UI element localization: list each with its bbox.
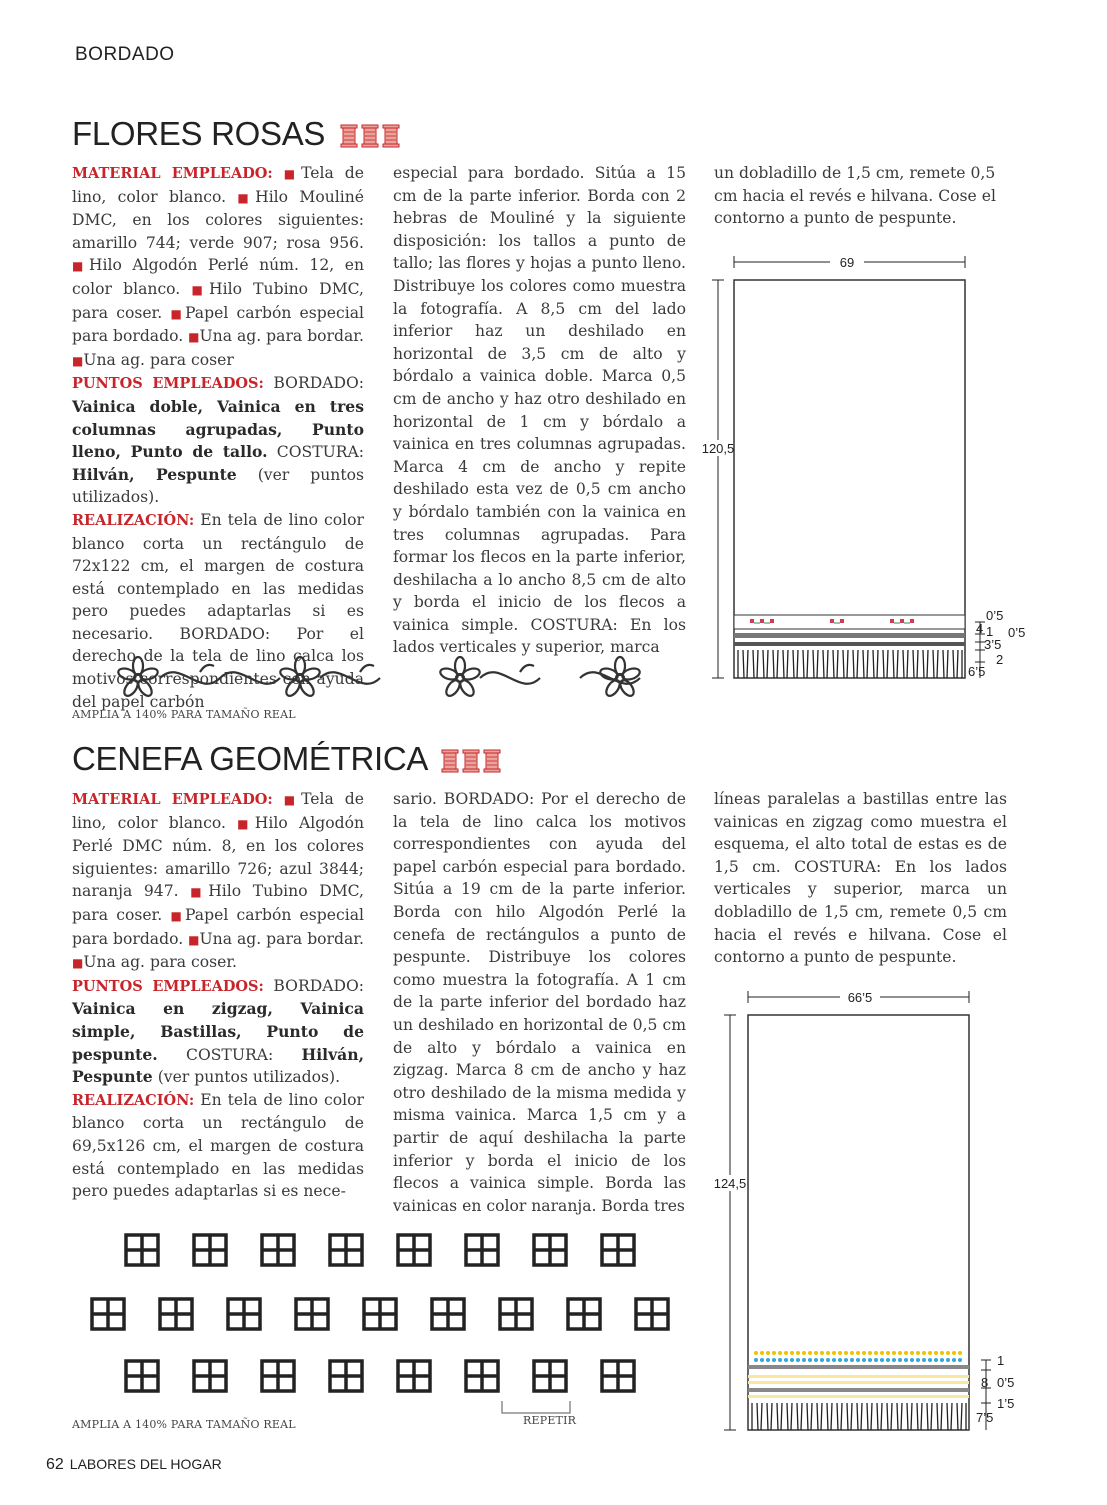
article2-caption: AMPLIA A 140% PARA TAMAÑO REAL bbox=[72, 1418, 296, 1431]
puntos-bordado-label: BORDADO: bbox=[273, 976, 364, 995]
puntos-note: (ver puntos utilizados). bbox=[157, 1068, 341, 1087]
realizacion-label: REALIZACIÓN: bbox=[72, 1091, 195, 1109]
diagram1-dim: 0’5 bbox=[1008, 625, 1026, 640]
realizacion-text: En tela de lino color blanco corta un rectángulo de 72x122 cm, el margen de costura está contemplado en las medidas pero puedes adaptarlas si es necesario. BORDADO: Por el derecho de la tela de lino calca los motivos correspondientes con ayuda del papel carbón bbox=[72, 510, 364, 711]
diagram1-height-label: 120,5 bbox=[701, 441, 735, 456]
puntos-costura-label: COSTURA: bbox=[186, 1045, 274, 1064]
material-item: Hilo Mouliné DMC, en los colores siguientes: amarillo 744; verde 907; rosa 956. bbox=[72, 187, 365, 252]
diagram1-dim: 3’5 bbox=[984, 637, 1002, 652]
puntos-costura-list: Hilván, Pespunte bbox=[72, 1044, 364, 1087]
material-item: Una ag. para coser. bbox=[83, 953, 238, 972]
puntos-bordado-list: Vainica en zigzag, Vainica simple, Bastillas, Punto de pespunte. bbox=[72, 999, 364, 1064]
puntos-bordado-label: BORDADO: bbox=[273, 374, 364, 393]
diagram2-width-label: 66’5 bbox=[847, 990, 873, 1005]
article1-caption: AMPLIA A 140% PARA TAMAÑO REAL bbox=[72, 708, 296, 721]
material-item: Una ag. para bordar. bbox=[199, 929, 364, 948]
magazine-name: LABORES DEL HOGAR bbox=[69, 1456, 222, 1472]
article1-column-1: MATERIAL EMPLEADO: ■Tela de lino, color blanco. ■Hilo Mouliné DMC, en los colores siguientes: amarillo 744; verde 907; rosa 956. ■Hilo Algodón Perlé núm. 12, en color blanco. ■Hilo Tubino DMC, para coser. ■Papel carbón especial para bordado. ■Una ag. para bordar. ■Una ag. para coser PUNTOS EMPLEADOS: BORDADO: Vainica doble, Vainica en tres columnas agrupadas, Punto lleno, Punto de tallo. COSTURA: Hilván, Pespunte (ver puntos utilizados). REALIZACIÓN: En tela de lino color blanco corta un rectángulo de 72x122 cm, el margen de costura está contemplado en las medidas pero puedes adaptarlas si es necesario. BORDADO: Por el derecho de la tela de lino calca los motivos correspondientes con ayuda del papel carbón bbox=[72, 164, 365, 711]
material-label: MATERIAL EMPLEADO: bbox=[72, 165, 273, 182]
page-footer bbox=[46, 1456, 222, 1474]
material-item: Papel carbón especial para bordado. bbox=[72, 905, 364, 948]
material-label: MATERIAL EMPLEADO: bbox=[72, 791, 273, 808]
diagram1-width-label: 69 bbox=[839, 255, 855, 270]
article2-column-3: líneas paralelas a bastillas entre las vainicas en zigzag como muestra el esquema, el alto total de estas es de 1,5 cm. COSTURA: En los lados verticales y superior, marca un dobladillo de 1,5 cm, remete 0,5 cm hacia el revés e hilvana. Cose el contorno a punto de pespunte. bbox=[714, 790, 1007, 967]
geometric-border-pattern bbox=[80, 1225, 680, 1425]
article2-title: CENEFA GEOMÉTRICA bbox=[72, 740, 427, 777]
realizacion-text: En tela de lino color blanco corta un rectángulo de 69,5x126 cm, el margen de costura está contemplado en las medidas pero puedes adaptarlas si es nece- bbox=[72, 1090, 364, 1201]
diagram2-dim: 7’5 bbox=[976, 1410, 994, 1425]
puntos-note: (ver puntos utilizados). bbox=[72, 465, 364, 507]
material-item: Tela de lino, color blanco. bbox=[72, 790, 364, 832]
article2-column-2: sario. BORDADO: Por el derecho de la tela de lino calca los motivos correspondientes con ayuda del papel carbón especial para bordado. Sitúa a 19 cm de la parte inferior. Borda con hilo Algodón Perlé la cenefa de rectángulos a punto de pespunte. Distribuye los colores como muestra la fotografía. A 1 cm de la parte inferior del bordado haz un deshilado en horizontal de 0,5 cm de alto y bórdalo a vainica en zigzag. Marca 8 cm de ancho y haz otro deshilado de la misma medida y misma vainica. Marca 1,5 cm y a partir de aquí deshilacha la parte inferior y borda el inicio de los flecos a vainica simple. Borda las vainicas en color naranja. Borda tres bbox=[393, 790, 686, 1215]
difficulty-spools-icon bbox=[340, 123, 402, 149]
article1-title: FLORES ROSAS bbox=[72, 115, 326, 152]
article2-diagram bbox=[700, 985, 1070, 1440]
diagram2-dim: 8 bbox=[981, 1375, 989, 1390]
page-number: 62 bbox=[46, 1456, 64, 1473]
puntos-label: PUNTOS EMPLEADOS: bbox=[72, 375, 264, 393]
article2-title-row bbox=[72, 740, 503, 778]
diagram2-dim: 0’5 bbox=[997, 1375, 1015, 1390]
material-item: Una ag. para bordar. bbox=[199, 327, 364, 346]
puntos-costura-label: COSTURA: bbox=[276, 443, 364, 462]
difficulty-spools-icon bbox=[441, 748, 503, 774]
article1-column-3: un dobladillo de 1,5 cm, remete 0,5 cm hacia el revés e hilvana. Cose el contorno a punto de pespunte. bbox=[714, 164, 996, 228]
article1-diagram bbox=[690, 250, 1050, 690]
material-item: Papel carbón especial para bordado. bbox=[72, 303, 364, 346]
material-item: Hilo Algodón Perlé DMC núm. 8, en los colores siguientes: amarillo 726; azul 3844; naranja 947. bbox=[72, 813, 365, 901]
material-item: Hilo Tubino DMC, para coser. bbox=[72, 279, 364, 322]
realizacion-label: REALIZACIÓN: bbox=[72, 511, 195, 529]
flower-border-pattern bbox=[110, 648, 670, 708]
diagram1-dim: 2 bbox=[996, 652, 1004, 667]
diagram2-dim: 1 bbox=[997, 1353, 1005, 1368]
puntos-label: PUNTOS EMPLEADOS: bbox=[72, 977, 264, 995]
repeat-label: REPETIR bbox=[523, 1414, 577, 1427]
section-tag: BORDADO bbox=[75, 44, 175, 65]
puntos-costura-list: Hilván, Pespunte bbox=[72, 464, 237, 484]
diagram1-dim: 4 bbox=[976, 621, 984, 636]
article1-column-2: especial para bordado. Sitúa a 15 cm de la parte inferior. Borda con 2 hebras de Mouliné y la siguiente disposición: los tallos a punto de tallo; las flores y hojas a punto lleno. Distribuye los colores como muestra la fotografía. A 8,5 cm del lado inferior haz un deshilado en horizontal de 3,5 cm de alto y bórdalo a vainica doble. Marca 0,5 cm de ancho y haz otro deshilado en horizontal de 1 cm y bórdalo a vainica en tres columnas agrupadas. Marca 4 cm de ancho y repite deshilado esta vez de 0,5 cm ancho y bórdalo también con la vainica en tres columnas agrupadas. Para formar los flecos en la parte inferior, deshilacha a lo ancho 8,5 cm de alto y borda el inicio de los flecos a vainica simple. COSTURA: En los lados verticales y superior, marca bbox=[393, 164, 686, 657]
diagram2-dim: 1’5 bbox=[997, 1396, 1015, 1411]
article1-title-row bbox=[72, 115, 402, 153]
puntos-bordado-list: Vainica doble, Vainica en tres columnas agrupadas, Punto lleno, Punto de tallo. bbox=[72, 396, 364, 462]
diagram1-dim: 1 bbox=[986, 624, 994, 639]
article2-column-1: MATERIAL EMPLEADO: ■Tela de lino, color blanco. ■Hilo Algodón Perlé DMC núm. 8, en los colores siguientes: amarillo 726; azul 3844; naranja 947. ■Hilo Tubino DMC, para coser. ■Papel carbón especial para bordado. ■Una ag. para bordar. ■Una ag. para coser. PUNTOS EMPLEADOS: BORDADO: Vainica en zigzag, Vainica simple, Bastillas, Punto de pespunte. COSTURA: Hilván, Pespunte (ver puntos utilizados). REALIZACIÓN: En tela de lino color blanco corta un rectángulo de 69,5x126 cm, el margen de costura está contemplado en las medidas pero puedes adaptarlas si es nece- bbox=[72, 790, 365, 1201]
diagram2-height-label: 124,5 bbox=[713, 1176, 747, 1191]
diagram1-dim: 0’5 bbox=[986, 608, 1004, 623]
material-item: Una ag. para coser bbox=[83, 350, 234, 369]
material-item: Hilo Tubino DMC, para coser. bbox=[72, 882, 364, 924]
material-item: Hilo Algodón Perlé núm. 12, en color blanco. bbox=[72, 256, 364, 298]
material-item: Tela de lino, color blanco. bbox=[72, 164, 364, 206]
diagram1-dim: 6’5 bbox=[968, 664, 986, 679]
